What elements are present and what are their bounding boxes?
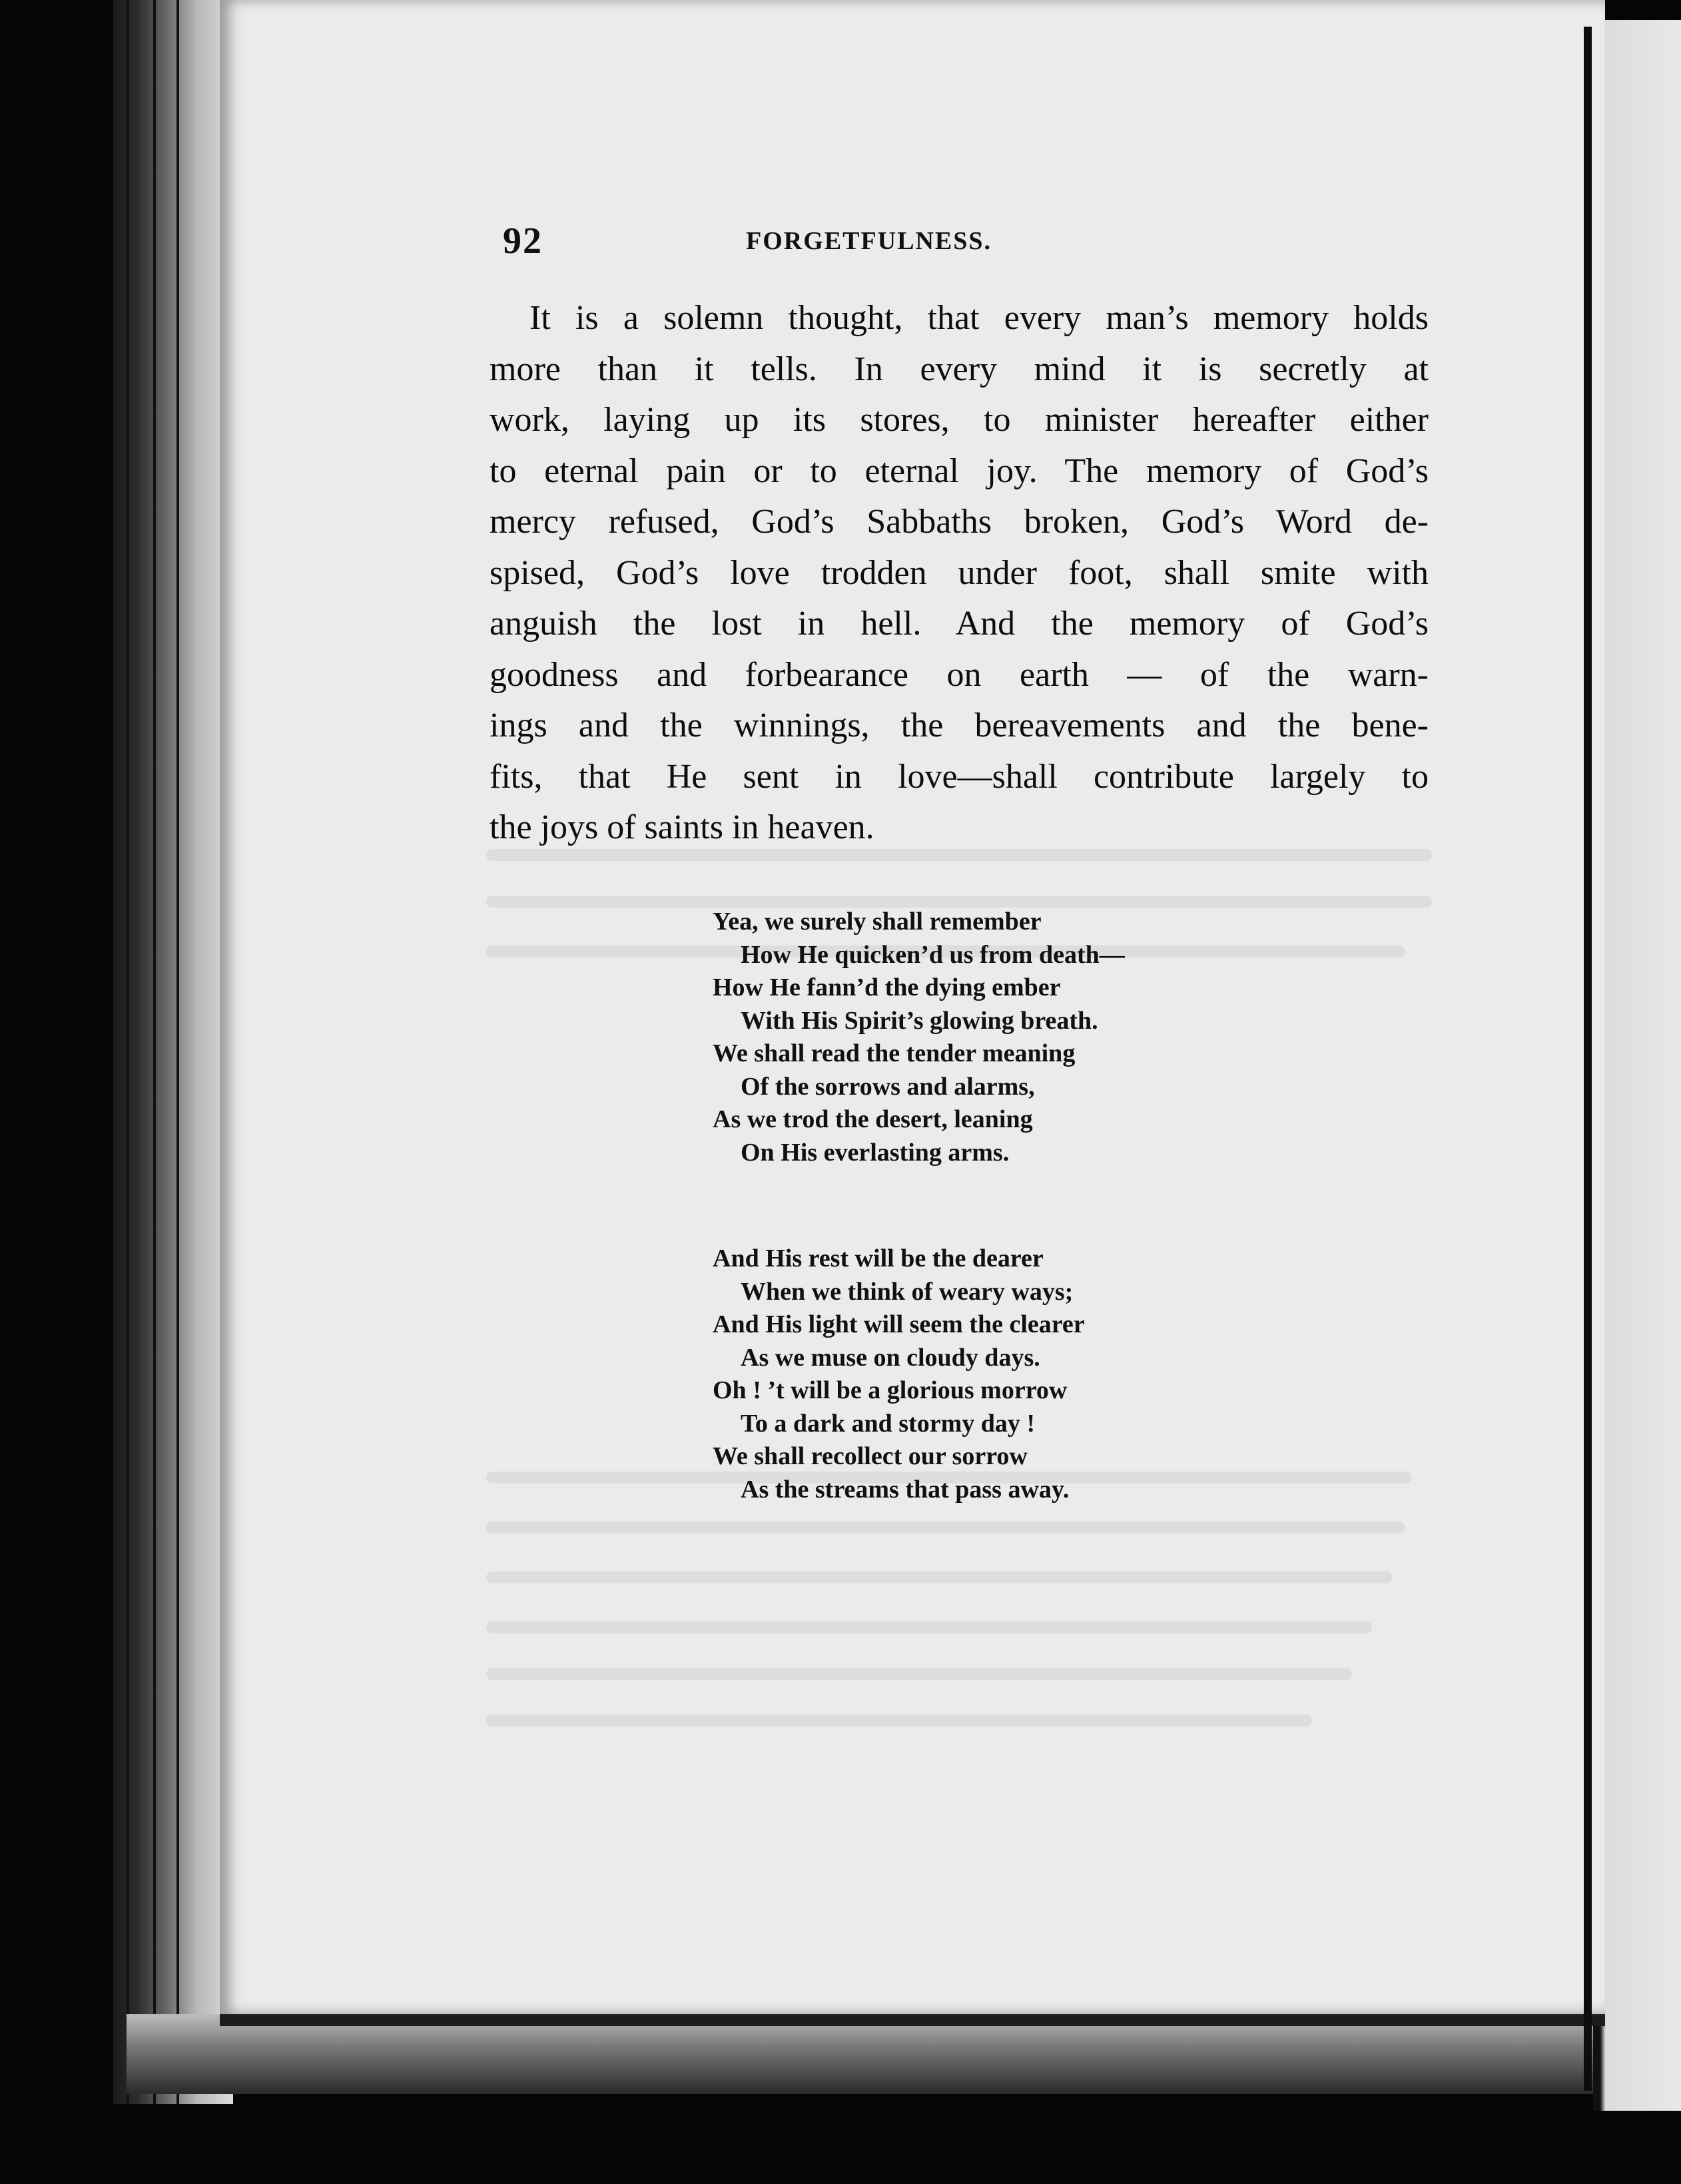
poem-line: We shall read the tender meaning	[713, 1039, 1076, 1067]
page-edge-line	[176, 0, 179, 2104]
poem-line: And His light will seem the clearer	[713, 1310, 1085, 1338]
show-through	[486, 1668, 1352, 1680]
paragraph-line: work, laying up its stores, to minister hereafter either	[490, 401, 1429, 439]
poem-line: Yea, we surely shall remember	[713, 908, 1042, 936]
body-paragraph	[490, 293, 1429, 854]
show-through	[486, 1571, 1392, 1583]
paragraph-line: anguish the lost in hell. And the memory of God’s	[490, 605, 1429, 643]
paragraph-line: to eternal pain or to eternal joy. The memory of God’s	[490, 451, 1429, 490]
poem-line: As we trod the desert, leaning	[713, 1105, 1033, 1133]
paragraph-line: goodness and forbearance on earth — of the warn-	[490, 655, 1429, 694]
poem-line: Oh ! ’t will be a glorious morrow	[713, 1376, 1068, 1404]
paragraph-line: It is a solemn thought, that every man’s memory holds	[529, 299, 1429, 337]
show-through	[486, 1521, 1405, 1533]
poem-line: And His rest will be the dearer	[713, 1244, 1044, 1272]
poem-stanza-1	[713, 906, 1379, 1169]
poem-line: How He quicken’d us from death—	[741, 940, 1125, 969]
facing-page-edge	[1593, 20, 1681, 2111]
book-page	[220, 0, 1605, 2026]
poem-line: As we muse on cloudy days.	[741, 1343, 1040, 1372]
poem-line: We shall recollect our sorrow	[713, 1442, 1028, 1470]
page-edge-line	[153, 0, 156, 2104]
book-bottom-edge	[127, 2014, 1605, 2094]
gutter-shadow	[1584, 27, 1592, 2091]
paragraph-line: ings and the winnings, the bereavements and the bene-	[490, 706, 1429, 744]
page-edge-line	[127, 0, 129, 2104]
poem-stanza-2	[713, 1242, 1379, 1506]
paragraph-line: fits, that He sent in love—shall contribute largely to	[490, 757, 1429, 796]
poem-line: On His everlasting arms.	[741, 1138, 1010, 1167]
poem-line: Of the sorrows and alarms,	[741, 1072, 1035, 1101]
poem-line: As the streams that pass away.	[741, 1475, 1070, 1503]
paragraph-line: more than it tells. In every mind it is secretly at	[490, 350, 1429, 388]
page-number: 92	[503, 220, 543, 262]
running-head: FORGETFULNESS.	[746, 227, 992, 255]
poem-line: With His Spirit’s glowing breath.	[741, 1006, 1098, 1035]
poem-line: How He fann’d the dying ember	[713, 973, 1061, 1001]
paragraph-line: the joys of saints in heaven.	[490, 808, 874, 846]
poem-line: To a dark and stormy day !	[741, 1409, 1036, 1438]
poem-line: When we think of weary ways;	[741, 1277, 1074, 1306]
book-left-edge	[113, 0, 233, 2104]
show-through	[486, 1715, 1312, 1727]
show-through	[486, 1621, 1372, 1633]
paragraph-line: spised, God’s love trodden under foot, shall smite with	[490, 553, 1429, 592]
page-header	[220, 220, 1605, 273]
paragraph-line: mercy refused, God’s Sabbaths broken, God’s Word de-	[490, 503, 1429, 541]
